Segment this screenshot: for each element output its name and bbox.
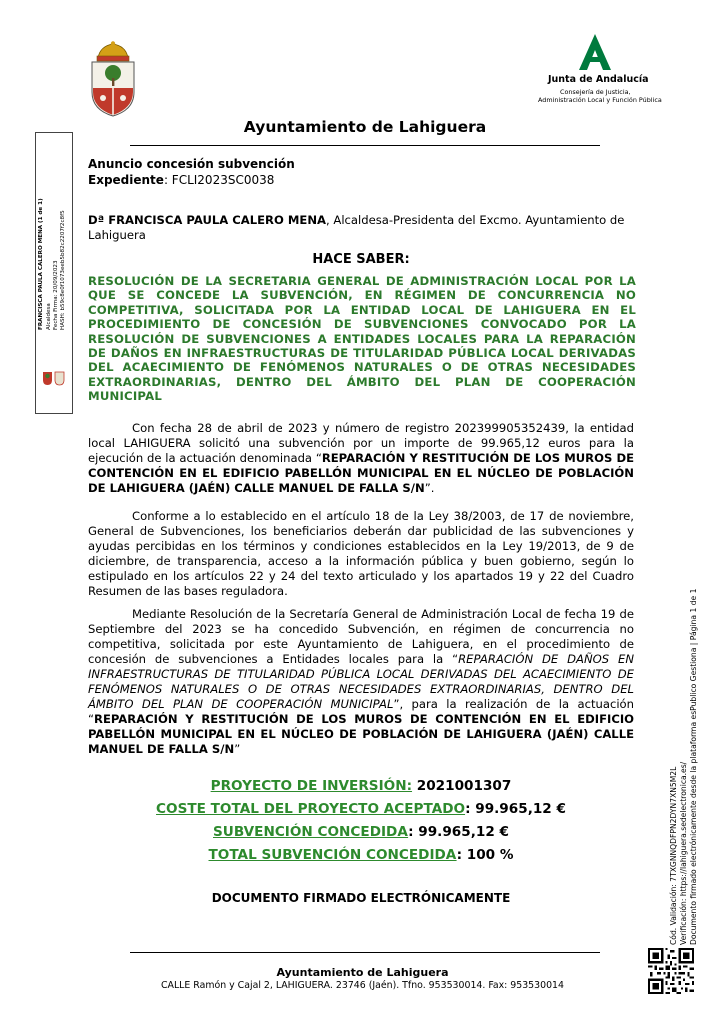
resolution-heading: RESOLUCIÓN DE LA SECRETARIA GENERAL DE ADMINISTRACIÓN LOCAL POR LA QUE SE CONCEDE LA SUBVENCIÓN, EN RÉGIMEN DE CONCURRENCIA NO COMPETITIVA, SOLICITADA POR LA ENTIDAD LOCAL DE LAHIGUERA EN EL PROCEDIMIENTO DE CONCESIÓN DE SUBVENCIONES CONVOCADO POR LA RESOLUCIÓN DE SUBVENCIONES A ENTIDADES LOCALES PARA LA REPARACIÓN DE DAÑOS EN INFRAESTRUCTURAS DE TITULARIDAD PÚBLICA LOCAL DERIVADAS DEL ACAECIMIENTO DE FENÓMENOS NATURALES O DE OTRAS NECESIDADES EXTRAORDINARIAS, DENTRO DEL ÁMBITO DEL PLAN DE COOPERACIÓN MUNICIPAL [88, 274, 636, 404]
resolution-text: Mediante Resolución de la Secretaría General de Administración Local de fecha 19 de Septiembre del 2023 se ha concedido Subvención, en régimen de concurrencia no competitiva, solicitada por este Ayuntamiento de Lahiguera, en el procedimiento de concesión de subvenciones a Entidades locales para la “ [88, 607, 634, 666]
signed-notice: DOCUMENTO FIRMADO ELECTRÓNICAMENTE [211, 891, 511, 905]
signature-hash: HASH: b59c8e0f1073eeb5b82c2207f2c8f5 [60, 210, 66, 330]
resolution-project: REPARACIÓN Y RESTITUCIÓN DE LOS MUROS DE CONTENCIÓN EN EL EDIFICIO PABELLÓN MUNICIPAL EN EL NÚCLEO DE POBLACIÓN DE LAHIGUERA (JAÉN) CALLE MANUEL DE FALLA S/N [88, 712, 634, 756]
junta-department-line-1: Consejería de Justicia, [560, 88, 631, 96]
junta-de-andalucia-logo-icon [575, 32, 615, 72]
footer-address: CALLE Ramón y Cajal 2, LAHIGUERA. 23746 (Jaén). Tfno. 953530014. Fax: 953530014 [161, 980, 564, 991]
application-text: Con fecha 28 de abril de 2023 y número de registro 202399905352439, la entidad local LAHIGUERA solicitó una subvención por un importe de 99.965,12 euros para la ejecución de la actuación denominada “ [88, 421, 634, 465]
summary-value: : 99.965,12 € [408, 824, 509, 840]
paragraph-publicity [88, 509, 634, 599]
signature-date: Fecha Firma: 20/09/2023 [53, 260, 59, 330]
summary-value: : 100 % [456, 847, 514, 863]
stamp-emblem-icon [42, 370, 66, 386]
resolution-end: ” [234, 742, 241, 756]
hace-saber-heading: HACE SABER: [312, 252, 410, 267]
intro-paragraph [88, 213, 634, 243]
publicity-text: Conforme a lo establecido en el artículo 18 de la Ley 38/2003, de 17 de noviembre, General de Subvenciones, los beneficiarios deberán dar publicidad de las subvenciones y ayudas percibidas en los términos y condiciones establecidos en la Ley 19/2013, de 9 de diciembre, de transparencia, acceso a la información pública y buen gobierno, según lo estipulado en los artículos 22 y 24 del texto articulado y los apartados 19 y 22 del Cuadro Resumen de las bases reguladora. [88, 509, 634, 598]
summary-investment-project [88, 778, 634, 794]
summary-value: 2021001307 [412, 778, 512, 794]
footer-rule [130, 952, 600, 953]
mayor-title: , Alcaldesa-Presidenta del Excmo. Ayuntamiento de Lahiguera [88, 213, 625, 242]
paragraph-application [88, 421, 634, 496]
file-number [88, 173, 274, 187]
summary-total-cost [88, 801, 634, 817]
announcement-subject: Anuncio concesión subvención [88, 157, 295, 171]
verification-url: Verificación: https://lahiguera.sedelectronica.es/ [679, 761, 688, 945]
junta-name: Junta de Andalucía [548, 74, 649, 85]
summary-label: TOTAL SUBVENCIÓN CONCEDIDA [208, 847, 457, 863]
application-end: ”. [424, 481, 435, 495]
signer-role: Alcaldesa [46, 303, 52, 330]
junta-department-line-2: Administración Local y Función Pública [538, 96, 662, 104]
application-project: REPARACIÓN Y RESTITUCIÓN DE LOS MUROS DE CONTENCIÓN EN EL EDIFICIO PABELLÓN MUNICIPAL EN EL NÚCLEO DE POBLACIÓN DE LAHIGUERA (JAÉN) CALLE MANUEL DE FALLA S/N [88, 451, 634, 495]
paragraph-resolution [88, 607, 634, 757]
validation-code: Cód. Validación: 7TXGNNQDFPN2DYN7XN5M2L [669, 766, 678, 945]
header-rule [130, 145, 600, 146]
municipal-coat-of-arms-logo [88, 40, 138, 118]
footer-title: Ayuntamiento de Lahiguera [276, 966, 449, 979]
resolution-program: REPARACIÓN DE DAÑOS EN INFRAESTRUCTURAS DE TITULARIDAD PÚBLICA LOCAL DERIVADAS DEL ACAECIMIENTO DE FENÓMENOS NATURALES O DE OTRAS NECESIDADES EXTRAORDINARIAS, DENTRO DEL ÁMBITO DEL PLAN DE COOPERACIÓN MUNICIPAL [88, 652, 634, 711]
page-title: Ayuntamiento de Lahiguera [243, 118, 487, 136]
summary-label: COSTE TOTAL DEL PROYECTO ACEPTADO [156, 801, 466, 817]
signature-stamp-text [36, 145, 70, 330]
summary-label: PROYECTO DE INVERSIÓN: [210, 778, 413, 794]
verification-text [655, 588, 705, 945]
summary-label: SUBVENCIÓN CONCEDIDA [213, 824, 409, 840]
summary-granted-subsidy [88, 824, 634, 840]
summary-total-granted [88, 847, 634, 863]
signed-platform-note: Documento firmado electrónicamente desde la plataforma esPublico Gestiona | Página 1 de 1 [689, 588, 698, 945]
file-label: Expediente [88, 173, 164, 187]
resolution-mid: ”, para la realización de la actuación “ [88, 697, 634, 726]
file-value: : FCLI2023SC0038 [163, 173, 275, 187]
summary-value: : 99.965,12 € [465, 801, 566, 817]
mayor-name: Dª FRANCISCA PAULA CALERO MENA [88, 213, 327, 227]
qr-code-icon [648, 948, 694, 994]
signer-name: FRANCISCA PAULA CALERO MENA (1 de 1) [38, 198, 44, 330]
